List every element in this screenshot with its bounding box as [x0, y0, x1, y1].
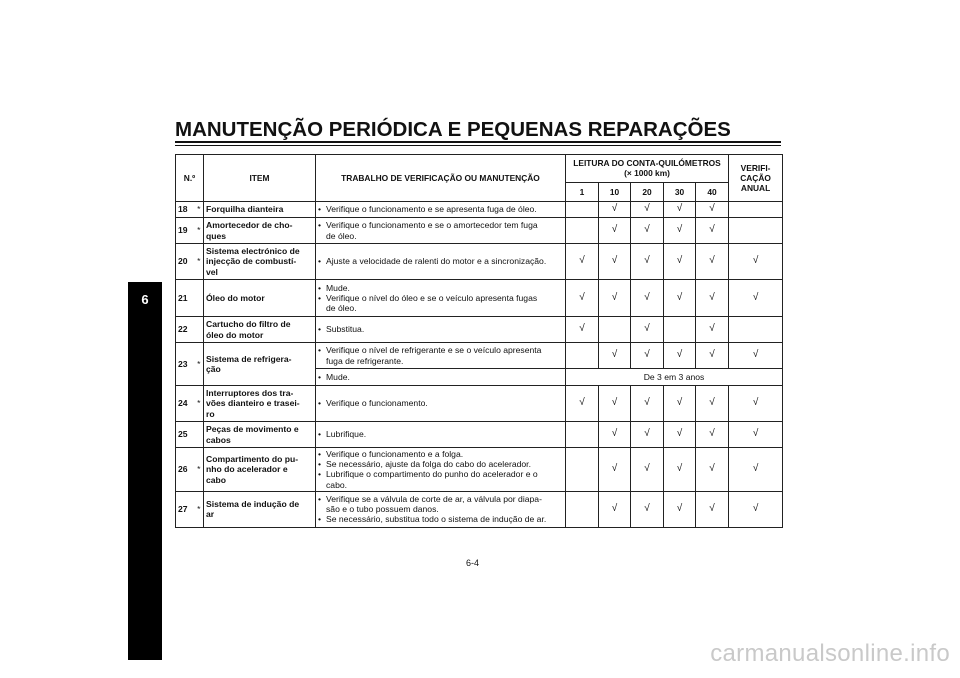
table-row	[176, 422, 783, 448]
row-item	[204, 386, 316, 422]
row-number: 21	[176, 280, 195, 317]
work-text: Lubrifique o compartimento do punho do acelerador e o cabo.	[326, 469, 538, 490]
row-item-text: Compartimento do pu- nho do acelerador e cabo	[206, 454, 299, 485]
check-mark: √	[566, 280, 599, 317]
check-mark: √	[599, 280, 631, 317]
work-bullet	[318, 494, 563, 514]
check-mark: √	[696, 343, 729, 369]
row-item-text: Amortecedor de cho- ques	[206, 220, 293, 241]
page-title: MANUTENÇÃO PERIÓDICA E PEQUENAS REPARAÇÕES	[175, 118, 731, 141]
check-mark: √	[696, 386, 729, 422]
row-asterisk: *	[195, 343, 204, 386]
check-mark: √	[566, 244, 599, 280]
row-number: 24	[176, 386, 195, 422]
check-mark: √	[599, 218, 631, 244]
table-row	[176, 280, 783, 317]
header-km-1: 1	[566, 182, 599, 201]
header-odometer	[566, 155, 729, 183]
row-asterisk	[195, 280, 204, 317]
check-mark: √	[631, 386, 664, 422]
row-item-text: Óleo do motor	[206, 292, 265, 303]
work-text: Substitua.	[326, 324, 365, 335]
check-mark	[599, 317, 631, 343]
check-mark: √	[664, 280, 696, 317]
row-work	[316, 343, 566, 369]
row-number: 19	[176, 218, 195, 244]
row-item	[204, 317, 316, 343]
row-item-text: Forquilha dianteira	[206, 204, 284, 215]
work-bullet	[318, 514, 563, 524]
check-mark: √	[599, 448, 631, 492]
check-mark	[729, 218, 783, 244]
work-bullet	[318, 459, 563, 469]
header-work: TRABALHO DE VERIFICAÇÃO OU MANUTENÇÃO	[316, 155, 566, 202]
check-mark: √	[631, 218, 664, 244]
table-row	[176, 386, 783, 422]
table-row	[176, 244, 783, 280]
header-annual	[729, 155, 783, 202]
work-text: Mude.	[326, 371, 350, 382]
check-mark: √	[631, 202, 664, 218]
check-mark: √	[599, 244, 631, 280]
header-item: ITEM	[204, 155, 316, 202]
row-work	[316, 491, 566, 527]
row-item-text: Cartucho do filtro de óleo do motor	[206, 319, 291, 340]
work-bullet	[318, 345, 563, 365]
header-no: N.º	[176, 155, 204, 202]
row-asterisk: *	[195, 448, 204, 492]
row-asterisk: *	[195, 218, 204, 244]
header-km-40: 40	[696, 182, 729, 201]
row-item	[204, 244, 316, 280]
work-bullet	[318, 429, 563, 439]
work-bullet	[318, 220, 563, 240]
check-mark: √	[729, 448, 783, 492]
title-rule	[175, 141, 781, 143]
row-work	[316, 386, 566, 422]
check-mark: √	[631, 317, 664, 343]
row-item	[204, 343, 316, 386]
check-mark	[729, 317, 783, 343]
work-bullet	[318, 449, 563, 459]
table-row	[176, 343, 783, 369]
check-mark: √	[664, 422, 696, 448]
check-mark: √	[664, 491, 696, 527]
work-text: Verifique o nível de refrigerante e se o veículo apresenta fuga de refrigerante.	[326, 345, 542, 366]
check-mark: √	[631, 280, 664, 317]
row-work	[316, 317, 566, 343]
row-item-text: Sistema de refrigera- ção	[206, 353, 292, 374]
maintenance-table	[175, 154, 783, 528]
work-bullet	[318, 204, 563, 214]
check-mark: √	[631, 491, 664, 527]
work-text: Verifique o funcionamento.	[326, 398, 428, 409]
check-mark	[566, 202, 599, 218]
row-item	[204, 218, 316, 244]
table-row	[176, 317, 783, 343]
table-row	[176, 202, 783, 218]
row-work	[316, 448, 566, 492]
check-mark	[566, 218, 599, 244]
row-asterisk: *	[195, 202, 204, 218]
header-annual-text: VERIFI- CAÇÃO ANUAL	[740, 162, 771, 194]
check-mark: √	[631, 244, 664, 280]
work-text: Verifique se a válvula de corte de ar, a válvula por diapa- são e o tubo possuem danos.	[326, 494, 542, 515]
row-asterisk	[195, 422, 204, 448]
check-mark: √	[696, 218, 729, 244]
watermark: carmanualsonline.info	[710, 640, 950, 667]
work-text: Ajuste a velocidade de ralenti do motor e a sincronização.	[326, 256, 547, 267]
check-mark: √	[664, 448, 696, 492]
row-item-text: Interruptores dos tra- vões dianteiro e trasei- ro	[206, 388, 300, 419]
row-item	[204, 202, 316, 218]
check-mark: √	[599, 386, 631, 422]
work-bullet	[318, 469, 563, 489]
work-text: Mude.	[326, 282, 350, 293]
row-number: 20	[176, 244, 195, 280]
row-asterisk: *	[195, 386, 204, 422]
check-mark: √	[664, 218, 696, 244]
row-work	[316, 369, 566, 386]
check-mark: √	[599, 343, 631, 369]
row-work	[316, 202, 566, 218]
work-text: Verifique o funcionamento e se o amortecedor tem fuga de óleo.	[326, 220, 538, 241]
check-mark: √	[566, 386, 599, 422]
work-bullet	[318, 398, 563, 408]
chapter-number: 6	[141, 292, 149, 307]
table-row	[176, 491, 783, 527]
check-mark	[729, 202, 783, 218]
header-km-20: 20	[631, 182, 664, 201]
row-work	[316, 280, 566, 317]
check-mark: √	[729, 422, 783, 448]
check-mark: √	[729, 343, 783, 369]
work-bullet	[318, 256, 563, 266]
check-mark	[566, 422, 599, 448]
row-asterisk: *	[195, 244, 204, 280]
check-mark: √	[696, 317, 729, 343]
page-number: 6-4	[466, 558, 480, 568]
chapter-tab	[128, 282, 162, 660]
row-item	[204, 280, 316, 317]
work-bullet	[318, 283, 563, 293]
row-item	[204, 422, 316, 448]
title-rule-thin	[175, 145, 781, 146]
check-mark: √	[664, 244, 696, 280]
table-row	[176, 448, 783, 492]
work-bullet	[318, 324, 563, 334]
check-mark	[566, 491, 599, 527]
check-mark: √	[696, 202, 729, 218]
check-mark: √	[729, 280, 783, 317]
work-text: Verifique o funcionamento e a folga.	[326, 449, 464, 459]
row-work	[316, 218, 566, 244]
check-mark: √	[664, 202, 696, 218]
row-work	[316, 244, 566, 280]
check-mark: √	[631, 448, 664, 492]
header-km-30: 30	[664, 182, 696, 201]
check-mark: √	[696, 422, 729, 448]
row-item	[204, 491, 316, 527]
check-mark	[664, 317, 696, 343]
check-mark: √	[664, 386, 696, 422]
check-mark	[566, 343, 599, 369]
header-row	[176, 155, 783, 183]
row-asterisk	[195, 317, 204, 343]
row-item-text: Sistema de indução de ar	[206, 499, 300, 520]
row-number: 26	[176, 448, 195, 492]
work-bullet	[318, 372, 563, 382]
work-text: Verifique o funcionamento e se apresenta fuga de óleo.	[326, 204, 537, 215]
check-mark: √	[696, 448, 729, 492]
work-text: Se necessário, substitua todo o sistema de indução de ar.	[326, 514, 547, 525]
table-row	[176, 218, 783, 244]
row-item-text: Sistema electrónico de injecção de combustí- vel	[206, 246, 300, 277]
check-mark: √	[599, 491, 631, 527]
check-mark: √	[599, 422, 631, 448]
check-mark: √	[729, 491, 783, 527]
interval-text: De 3 em 3 anos	[566, 369, 783, 386]
check-mark: √	[631, 343, 664, 369]
header-odometer-line2: (× 1000 km)	[624, 168, 670, 179]
row-number: 18	[176, 202, 195, 218]
work-text: Lubrifique.	[326, 429, 367, 440]
check-mark: √	[599, 202, 631, 218]
check-mark: √	[696, 491, 729, 527]
row-work	[316, 422, 566, 448]
check-mark: √	[696, 280, 729, 317]
check-mark: √	[696, 244, 729, 280]
row-item-text: Peças de movimento e cabos	[206, 424, 299, 445]
check-mark: √	[631, 422, 664, 448]
row-number: 22	[176, 317, 195, 343]
row-item	[204, 448, 316, 492]
check-mark: √	[729, 244, 783, 280]
row-number: 25	[176, 422, 195, 448]
check-mark: √	[729, 386, 783, 422]
row-asterisk: *	[195, 491, 204, 527]
header-km-10: 10	[599, 182, 631, 201]
work-text: Verifique o nível do óleo e se o veículo apresenta fugas de óleo.	[326, 292, 538, 314]
check-mark: √	[664, 343, 696, 369]
header-odometer-line1: LEITURA DO CONTA-QUILÓMETROS	[573, 158, 721, 169]
row-number: 27	[176, 491, 195, 527]
work-text: Se necessário, ajuste da folga do cabo do acelerador.	[326, 459, 531, 470]
work-bullet	[318, 293, 563, 313]
row-number: 23	[176, 343, 195, 386]
check-mark: √	[566, 317, 599, 343]
check-mark	[566, 448, 599, 492]
